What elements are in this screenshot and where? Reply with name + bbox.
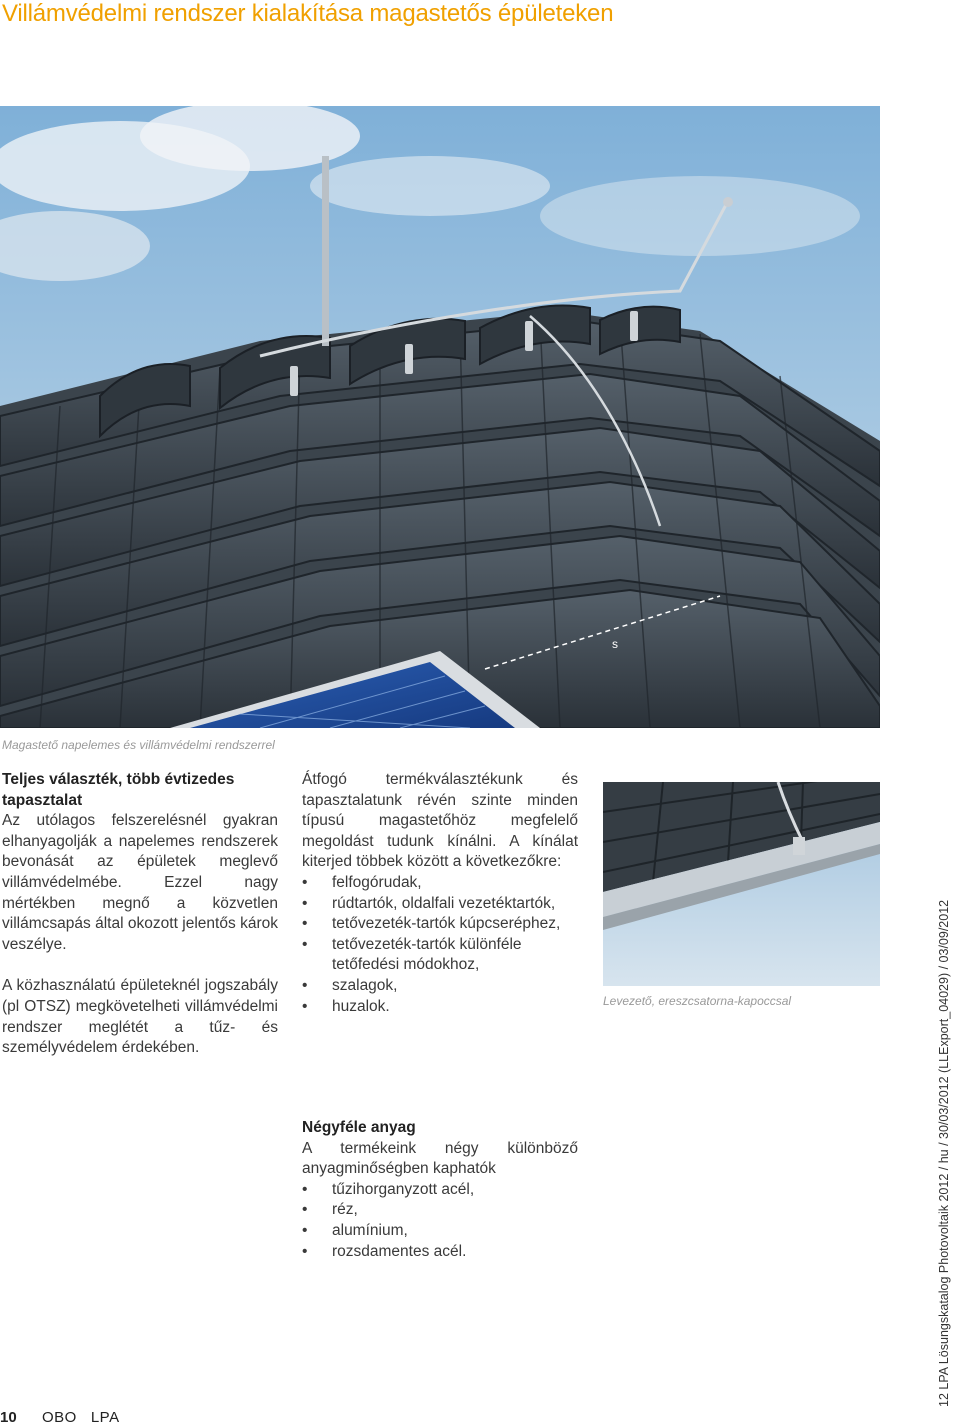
left-column [2,770,278,1059]
left-paragraph-1: Az utólagos felszerelésnél gyakran elhanyagolják a napelemes rendszerek bevonását az épületek meglevő villámvédelmébe. Ezzel nagy mértékben megnő a közvetlen villámcsapás által okozott jelentős károk veszélye. [2,812,278,953]
list-item: • tűzihorganyzott acél, [302,1180,578,1201]
list-item: • alumínium, [302,1221,578,1242]
gutter-caption: Levezető, ereszcsatorna-kapoccsal [603,994,792,1008]
hero-photo [0,106,880,728]
list-item: • szalagok, [302,976,578,997]
middle-column [302,770,578,1017]
page-number: 10 [0,1409,17,1426]
product-list [302,873,578,1017]
materials-list [302,1180,578,1262]
hero-caption: Magastető napelemes és villámvédelmi rendszerrel [2,738,275,752]
gutter-photo [603,782,880,986]
middle-intro: Átfogó termékválasztékunk és tapasztalatunk révén szinte minden típusú magastetőhöz megfelelő megoldást tudunk kínálni. A kínálat kiterjed többek között a következőkre: [302,771,578,871]
materials-intro: A termékeink négy különböző anyagminőségben kaphatók [302,1139,578,1178]
list-item: • tetővezeték-tartók kúpcseréphez, [302,914,578,935]
catalog-reference: 12 LPA Lösungskatalog Photovoltaik 2012 / hu / 30/03/2012 (LLExport_04029) / 03/09/2012 [937,899,951,1407]
left-paragraph-2: A közhasználatú épületeknél jogszabály (pl OTSZ) megkövetelheti villámvédelmi rendszer meglétét a tűz- és személyvédelem érdekében. [2,977,278,1057]
gutter-photo-illustration [603,782,880,986]
page-title: Villámvédelmi rendszer kialakítása magastetős épületeken [2,0,614,27]
left-heading: Teljes választék, több évtizedes tapasztalat [2,771,235,809]
list-item: • tetővezeték-tartók különféle tetőfedési módokhoz, [302,935,578,976]
roof-photo-illustration [0,106,880,728]
list-item: • huzalok. [302,997,578,1018]
list-item: • rozsdamentes acél. [302,1242,578,1263]
list-item: • réz, [302,1200,578,1221]
materials-section [302,1118,578,1262]
materials-heading: Négyféle anyag [302,1119,416,1136]
list-item: • rúdtartók, oldalfali vezetéktartók, [302,894,578,915]
footer-brand: OBO LPA [42,1409,120,1426]
distance-symbol: s [612,637,618,651]
list-item: • felfogórudak, [302,873,578,894]
